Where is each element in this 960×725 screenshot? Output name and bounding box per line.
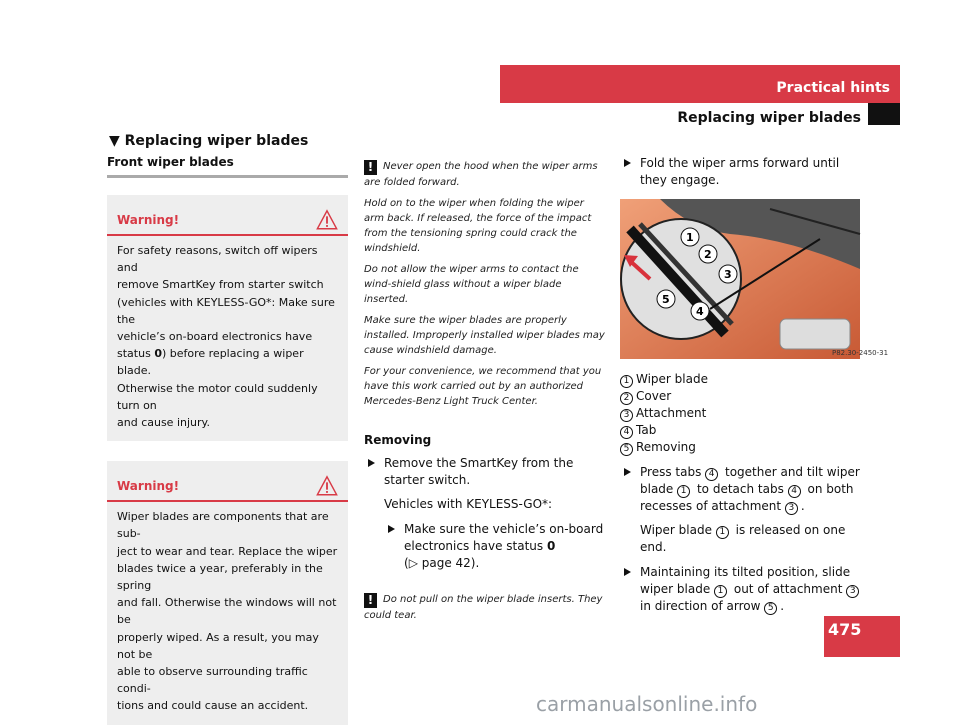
page-ref-arrow-icon: ▷ xyxy=(408,556,418,570)
note-inserts: ! Do not pull on the wiper blade inserts. They could tear. xyxy=(364,593,603,621)
legend-list xyxy=(620,371,866,456)
watermark: carmanualsonline.info xyxy=(536,692,758,716)
legend-item: 2 Cover xyxy=(620,388,866,405)
step-slide-out: Maintaining its tilted position, slide wiper blade 1 out of attachment 3 in direction of arrow 5 . xyxy=(620,564,866,615)
note-contact: Do not allow the wiper arms to contact the wind-shield glass without a wiper blade inserted. xyxy=(364,264,579,305)
callout-4: 4 xyxy=(696,305,704,318)
legend-item: 4 Tab xyxy=(620,422,866,439)
section-title: Practical hints xyxy=(776,80,890,96)
note-convenience: For your convenience, we recommend that you have this work carried out by an authorized Mercedes-Benz Light Truck Center. xyxy=(364,366,602,407)
callout-2: 2 xyxy=(704,248,712,261)
callout-1: 1 xyxy=(686,231,694,244)
step-press-tabs: Press tabs 4 together and tilt wiper blade 1 to detach tabs 4 on both recesses of attachment 3 . xyxy=(620,464,866,515)
exclamation-icon: ! xyxy=(364,593,377,608)
warning-label: Warning! xyxy=(117,213,180,227)
wiper-illustration xyxy=(620,199,889,359)
warning-header xyxy=(107,195,348,236)
warning-text: For safety reasons, switch off wipers and remove SmartKey from starter switch (vehicles with KEYLESS-GO*: Make sure the vehicle’s on-board electronics have status 0) before replacing a wiper blade. Otherwise the motor could suddenly turn on and cause injury. xyxy=(117,244,335,430)
warning-box-2 xyxy=(107,461,348,724)
step-fold-arms: Fold the wiper arms forward until they engage. xyxy=(620,155,866,189)
callout-5: 5 xyxy=(662,293,670,306)
callout-3: 3 xyxy=(724,268,732,281)
triangle-down-icon: ▼ xyxy=(109,133,120,149)
warning-triangle-icon xyxy=(316,209,338,231)
header-marker xyxy=(868,103,900,125)
keyless-label: Vehicles with KEYLESS-GO*: xyxy=(384,497,553,511)
front-wiper-heading: Front wiper blades xyxy=(107,155,348,178)
warning-text: Wiper blades are components that are sub- ject to wear and tear. Replace the wiper blades twice a year, preferably in the spring and fall. Otherwise the windows will not be properly wiped. As a result, you may not be able to observe surrounding traffic condi- tions and could cause an accident. xyxy=(117,510,338,713)
page-title: ▼ Replacing wiper blades xyxy=(109,133,309,149)
subsection-title: Replacing wiper blades xyxy=(677,110,861,126)
exclamation-icon: ! xyxy=(364,160,377,175)
warning-box-1 xyxy=(107,195,348,441)
column-left xyxy=(107,133,348,725)
step-onboard-status: Make sure the vehicle’s on-board electronics have status 0 (▷ page 42). xyxy=(384,521,606,572)
note-install: Make sure the wiper blades are properly installed. Improperly installed wiper blades may cause windshield damage. xyxy=(364,315,605,356)
figure-code: P82.30-2450-31 xyxy=(832,349,889,357)
warning-label: Warning! xyxy=(117,479,180,494)
warning-triangle-icon xyxy=(316,475,338,497)
warning-header xyxy=(107,461,348,502)
legend-item: 3 Attachment xyxy=(620,405,866,422)
note-hold: Hold on to the wiper when folding the wiper arm back. If released, the force of the impact from the tensioning spring could crack the windshield. xyxy=(364,198,592,254)
legend-item: 1 Wiper blade xyxy=(620,371,866,388)
removing-heading: Removing xyxy=(364,433,432,447)
column-middle xyxy=(364,159,606,629)
step-remove-key: Remove the SmartKey from the starter switch. xyxy=(364,455,606,489)
legend-item: 5 Removing xyxy=(620,439,866,456)
page-number: 475 xyxy=(828,620,862,639)
column-right xyxy=(620,155,889,615)
released-note: Wiper blade 1 is released on one end. xyxy=(640,523,846,554)
note-hood: ! Never open the hood when the wiper arms are folded forward. xyxy=(364,160,598,188)
